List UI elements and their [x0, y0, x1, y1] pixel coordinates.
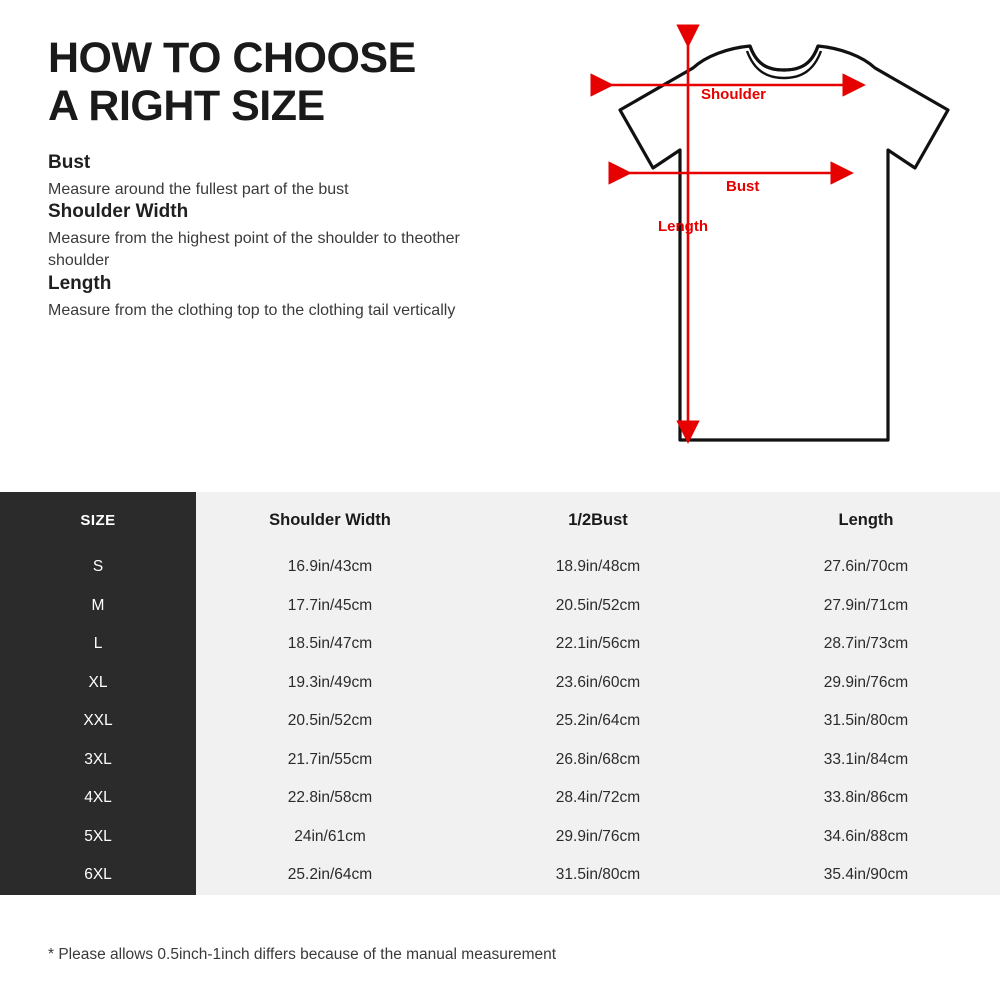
- cell-length: 33.1in/84cm: [732, 741, 1000, 780]
- measurement-instructions: [48, 34, 478, 322]
- cell-length: 35.4in/90cm: [732, 856, 1000, 895]
- tshirt-outline: [620, 46, 948, 440]
- bust-label: Bust: [726, 178, 760, 195]
- column-header-size: SIZE: [0, 492, 196, 548]
- table-row: [0, 664, 1000, 703]
- table-row: [0, 818, 1000, 857]
- cell-shoulder-width: 24in/61cm: [196, 818, 464, 857]
- cell-half-bust: 29.9in/76cm: [464, 818, 732, 857]
- table-row: [0, 741, 1000, 780]
- cell-half-bust: 22.1in/56cm: [464, 625, 732, 664]
- cell-length: 34.6in/88cm: [732, 818, 1000, 857]
- column-header-half-bust: 1/2Bust: [464, 492, 732, 548]
- size-chart-header: [0, 492, 1000, 548]
- definition-length: [48, 273, 478, 322]
- table-row: [0, 548, 1000, 587]
- cell-length: 33.8in/86cm: [732, 779, 1000, 818]
- definition-bust: [48, 152, 478, 201]
- cell-shoulder-width: 21.7in/55cm: [196, 741, 464, 780]
- shoulder-label: Shoulder: [701, 86, 767, 103]
- cell-length: 27.6in/70cm: [732, 548, 1000, 587]
- size-chart-section: [0, 492, 1000, 924]
- cell-size: 6XL: [0, 856, 196, 895]
- page-title: [48, 34, 478, 130]
- table-row: [0, 702, 1000, 741]
- cell-half-bust: 23.6in/60cm: [464, 664, 732, 703]
- cell-shoulder-width: 25.2in/64cm: [196, 856, 464, 895]
- table-row: [0, 856, 1000, 895]
- cell-size: M: [0, 587, 196, 626]
- cell-half-bust: 25.2in/64cm: [464, 702, 732, 741]
- tshirt-diagram: [498, 18, 988, 473]
- length-label: Length: [658, 218, 708, 235]
- cell-length: 29.9in/76cm: [732, 664, 1000, 703]
- definition-term: Shoulder Width: [48, 201, 189, 223]
- cell-half-bust: 26.8in/68cm: [464, 741, 732, 780]
- page-title-line-2: A RIGHT SIZE: [48, 82, 325, 131]
- cell-half-bust: 18.9in/48cm: [464, 548, 732, 587]
- column-header-length: Length: [732, 492, 1000, 548]
- cell-size: S: [0, 548, 196, 587]
- cell-half-bust: 31.5in/80cm: [464, 856, 732, 895]
- size-chart-body: [0, 548, 1000, 895]
- cell-size: 3XL: [0, 741, 196, 780]
- table-row: [0, 587, 1000, 626]
- cell-shoulder-width: 17.7in/45cm: [196, 587, 464, 626]
- cell-size: 4XL: [0, 779, 196, 818]
- how-to-measure-section: [0, 0, 1000, 492]
- cell-shoulder-width: 20.5in/52cm: [196, 702, 464, 741]
- cell-length: 28.7in/73cm: [732, 625, 1000, 664]
- table-header-row: [0, 492, 1000, 548]
- cell-length: 27.9in/71cm: [732, 587, 1000, 626]
- cell-length: 31.5in/80cm: [732, 702, 1000, 741]
- definition-term: Length: [48, 272, 112, 294]
- measurement-disclaimer: * Please allows 0.5inch-1inch differs because of the manual measurement: [48, 946, 557, 963]
- definition-description: Measure from the clothing top to the clothing tail vertically: [48, 301, 456, 319]
- cell-shoulder-width: 18.5in/47cm: [196, 625, 464, 664]
- cell-half-bust: 20.5in/52cm: [464, 587, 732, 626]
- page-title-line-1: HOW TO CHOOSE: [48, 34, 416, 82]
- cell-size: XXL: [0, 702, 196, 741]
- definition-shoulder-width: [48, 201, 478, 272]
- table-row: [0, 625, 1000, 664]
- cell-half-bust: 28.4in/72cm: [464, 779, 732, 818]
- size-chart-table: [0, 492, 1000, 895]
- cell-size: 5XL: [0, 818, 196, 857]
- cell-shoulder-width: 19.3in/49cm: [196, 664, 464, 703]
- definition-term: Bust: [48, 152, 91, 174]
- column-header-shoulder-width: Shoulder Width: [196, 492, 464, 548]
- table-row: [0, 779, 1000, 818]
- cell-shoulder-width: 22.8in/58cm: [196, 779, 464, 818]
- cell-shoulder-width: 16.9in/43cm: [196, 548, 464, 587]
- cell-size: XL: [0, 664, 196, 703]
- definition-description: Measure around the fullest part of the bust: [48, 181, 349, 199]
- cell-size: L: [0, 625, 196, 664]
- definition-description: Measure from the highest point of the shoulder to theother shoulder: [48, 230, 460, 270]
